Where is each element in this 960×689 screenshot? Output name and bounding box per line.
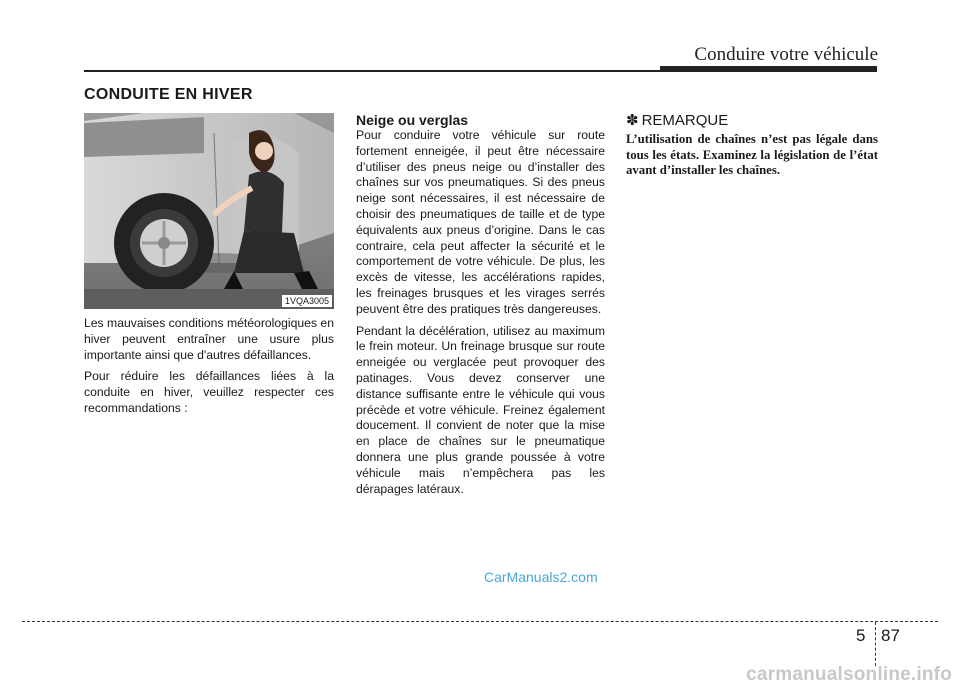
page-number: 87 (881, 626, 900, 645)
chapter-title: Conduire votre véhicule (694, 44, 878, 65)
page-number-divider (875, 622, 876, 666)
watermark-link[interactable]: CarManuals2.com (484, 569, 598, 585)
snow-ice-column (356, 112, 605, 503)
section-title: CONDUITE EN HIVER (84, 86, 253, 103)
intro-paragraph: Les mauvaises conditions météorologiques en hiver peuvent entraîner une usure plus importante ainsi que d'autres défaillances. (84, 316, 334, 362)
woman-checking-tire-illustration (84, 113, 334, 309)
snow-ice-paragraph: Pour conduire votre véhicule sur route fortement enneigée, il peut être nécessaire d’utiliser des pneus neige ou d’installer des chaînes sur vos pneumatiques. Si des pneus neige sont nécessaires, il est nécessaire de choisir des pneumatiques de taille et de type équivalents aux pneus d’origine. Dans le cas contraire, cela peut affecter la sécurité et le comportement de votre véhicule. De plus, les excès de vitesse, les accélérations rapides, les freinages brusques et les virages serrés peuvent être des pratiques très dangereuses. (356, 128, 605, 316)
winter-tire-illustration (84, 113, 334, 309)
footer-divider (22, 621, 938, 622)
remark-body: L’utilisation de chaînes n’est pas légale dans tous les états. Examinez la législation de l’état avant d’installer les chaînes. (626, 132, 878, 177)
site-watermark: carmanualsonline.info (746, 664, 952, 685)
remark-title-text: REMARQUE (641, 112, 729, 129)
section-number: 5 (856, 626, 866, 645)
snow-ice-heading: Neige ou verglas (356, 112, 469, 128)
snow-ice-paragraph: Pendant la décélération, utilisez au maximum le frein moteur. Un freinage brusque sur route enneigée ou verglacée peut provoquer des patinages. Vous devez conserver une distance suffisante entre le véhicule qui vous précède et votre véhicule. Freinez également doucement. Il convient de noter que la mise en place de chaînes sur le pneumatique donnera une plus grande poussée à votre véhicule mais n’empêchera pas les dérapages latéraux. (356, 323, 605, 496)
header-rule-accent (660, 66, 877, 72)
remark-title (626, 112, 878, 130)
asterisk-icon: ✽ (626, 112, 639, 129)
intro-paragraph: Pour réduire les défaillances liées à la conduite en hiver, veuillez respecter ces recommandations : (84, 369, 334, 415)
header-rule (84, 70, 662, 72)
intro-column (84, 316, 334, 423)
figure-code: 1VQA3005 (282, 295, 332, 307)
remark-box (626, 112, 878, 179)
